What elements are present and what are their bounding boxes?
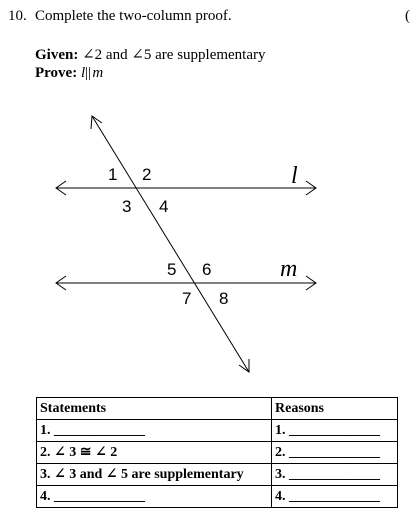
line-l [56,181,316,195]
prove-label: Prove: [35,65,78,81]
proof-row-4 [37,486,398,508]
angle-label-1: 1 [108,165,118,184]
statement-4: 4. _____________ [37,486,272,508]
angle-label-6: 6 [202,260,212,279]
reason-3: 3. _____________ [272,464,398,486]
given-label: Given: [35,47,79,63]
reason-1: 1. _____________ [272,420,398,442]
given-text: ∠2 and ∠5 are supplementary [82,47,266,63]
statement-3: 3. ∠ 3 and ∠ 5 are supplementary [37,464,272,486]
proof-row-2 [37,442,398,464]
proof-row-3 [37,464,398,486]
line-m [56,276,316,290]
question-text: Complete the two-column proof. [35,8,232,24]
corner-mark: ( [405,8,410,24]
angle-label-5: 5 [167,260,177,279]
line-label-l: l [291,163,298,189]
parallel-symbol: || [85,65,92,81]
transversal-line [91,116,249,372]
reasons-header: Reasons [272,398,398,420]
proof-table [36,397,398,508]
proof-row-1 [37,420,398,442]
proof-table-header [37,398,398,420]
line-label-m: m [280,256,298,282]
angle-label-3: 3 [122,197,132,216]
angle-label-2: 2 [142,165,152,184]
angle-label-8: 8 [219,289,229,308]
prove-line-m: m [92,65,104,81]
reason-2: 2. _____________ [272,442,398,464]
question-number: 10. [8,8,27,24]
statement-1: 1. _____________ [37,420,272,442]
statements-header: Statements [37,398,272,420]
angle-label-4: 4 [159,197,169,216]
statement-2: 2. ∠ 3 ≅ ∠ 2 [37,442,272,464]
reason-4: 4. _____________ [272,486,398,508]
angle-label-7: 7 [182,289,192,308]
prove-line-l: l [80,65,86,81]
